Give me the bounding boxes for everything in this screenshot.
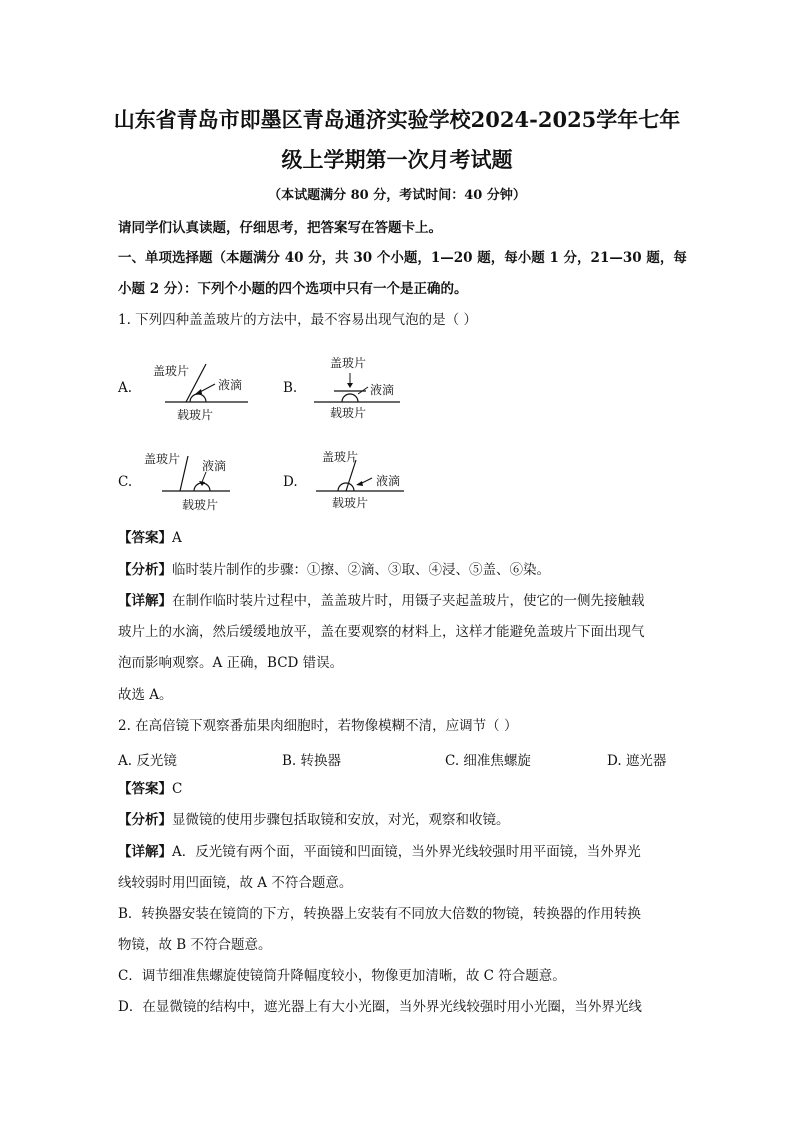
q1-stem: 1. 下列四种盖盖玻片的方法中，最不容易出现气泡的是（ ） [118, 312, 477, 328]
q1-option-a-slide-label: 载玻片 [177, 408, 214, 422]
q2-option-a: A. 反光镜 [118, 753, 177, 769]
document-title-line2: 级上学期第一次月考试题 [281, 147, 513, 172]
q1-option-c-cover-label: 盖玻片 [144, 452, 181, 466]
q2-d-line: D．在显微镜的结构中，遮光器上有大小光圈，当外界光线较强时用小光圈，当外界光线 [118, 999, 642, 1015]
section1-heading-line2: 小题 2 分）：下列个小题的四个选项中只有一个是正确的。 [118, 281, 468, 297]
q2-option-d: D. 遮光器 [607, 753, 667, 769]
q1-option-b-drop-label: 液滴 [370, 383, 395, 397]
q2-answer [118, 780, 678, 798]
q2-analysis [118, 811, 678, 829]
q1-option-c-drop-label: 液滴 [202, 459, 227, 473]
detail-tag: 【详解】 [118, 844, 172, 860]
q1-option-d-slide-label: 载玻片 [332, 496, 369, 510]
analysis-text: 临时装片制作的步骤：①擦、②滴、③取、④浸、⑤盖、⑥染。 [172, 562, 550, 578]
q1-detail-line2: 玻片上的水滴，然后缓缓地放平，盖在要观察的材料上，这样才能避免盖玻片下面出现气 [118, 624, 645, 640]
instruction: 请同学们认真读题，仔细思考，把答案写在答题卡上。 [118, 220, 442, 236]
q1-analysis [118, 561, 678, 579]
q1-option-a-letter: A. [118, 380, 133, 396]
q1-answer [118, 529, 678, 547]
q1-option-d-letter: D. [283, 474, 298, 490]
q2-option-b: B. 转换器 [282, 753, 342, 769]
q1-option-c-letter: C. [118, 474, 133, 490]
answer-tag: 【答案】 [118, 781, 172, 797]
answer-value: C [172, 781, 183, 797]
q1-option-d-cover-label: 盖玻片 [322, 450, 359, 464]
q1-option-b-cover-label: 盖玻片 [330, 356, 367, 370]
detail-text: 在制作临时装片过程中，盖盖玻片时，用镊子夹起盖玻片，使它的一侧先接触载 [172, 593, 645, 609]
analysis-text: 显微镜的使用步骤包括取镜和安放，对光，观察和收镜。 [172, 812, 510, 828]
q1-option-a-cover-label: 盖玻片 [153, 364, 190, 378]
detail-text: A．反光镜有两个面，平面镜和凹面镜，当外界光线较强时用平面镜，当外界光 [172, 844, 641, 860]
q1-detail-line3: 泡而影响观察。A 正确，BCD 错误。 [118, 655, 344, 671]
q2-c-line: C．调节细准焦螺旋使镜筒升降幅度较小，物像更加清晰，故 C 符合题意。 [118, 968, 566, 984]
section1-heading-line1: 一、单项选择题（本题满分 40 分，共 30 个小题，1—20 题，每小题 1 分，21—30 题，每 [118, 250, 687, 266]
q1-option-c-slide-label: 载玻片 [182, 498, 219, 512]
q1-option-a-drop-label: 液滴 [218, 378, 243, 392]
exam-note: （本试题满分 80 分，考试时间：40 分钟） [268, 188, 526, 203]
q1-option-b-letter: B. [283, 380, 298, 396]
answer-tag: 【答案】 [118, 530, 172, 546]
q1-detail-line1 [118, 592, 678, 610]
answer-value: A [172, 530, 182, 546]
q2-option-c: C. 细准焦螺旋 [445, 753, 531, 769]
detail-tag: 【详解】 [118, 593, 172, 609]
analysis-tag: 【分析】 [118, 812, 172, 828]
q2-detail-line2: 线较弱时用凹面镜，故 A 不符合题意。 [118, 875, 353, 891]
q2-b-line2: 物镜，故 B 不符合题意。 [118, 937, 272, 953]
q1-option-b-slide-label: 载玻片 [330, 406, 367, 420]
q1-conclusion: 故选 A。 [118, 687, 173, 703]
q2-b-line1: B．转换器安装在镜筒的下方，转换器上安装有不同放大倍数的物镜，转换器的作用转换 [118, 906, 641, 922]
analysis-tag: 【分析】 [118, 562, 172, 578]
q1-option-d-drop-label: 液滴 [376, 474, 401, 488]
q2-detail-line1 [118, 843, 678, 861]
q2-stem: 2. 在高倍镜下观察番茄果肉细胞时，若物像模糊不清，应调节（ ） [118, 718, 518, 734]
document-title-line1: 山东省青岛市即墨区青岛通济实验学校2024-2025学年七年 [113, 107, 681, 132]
